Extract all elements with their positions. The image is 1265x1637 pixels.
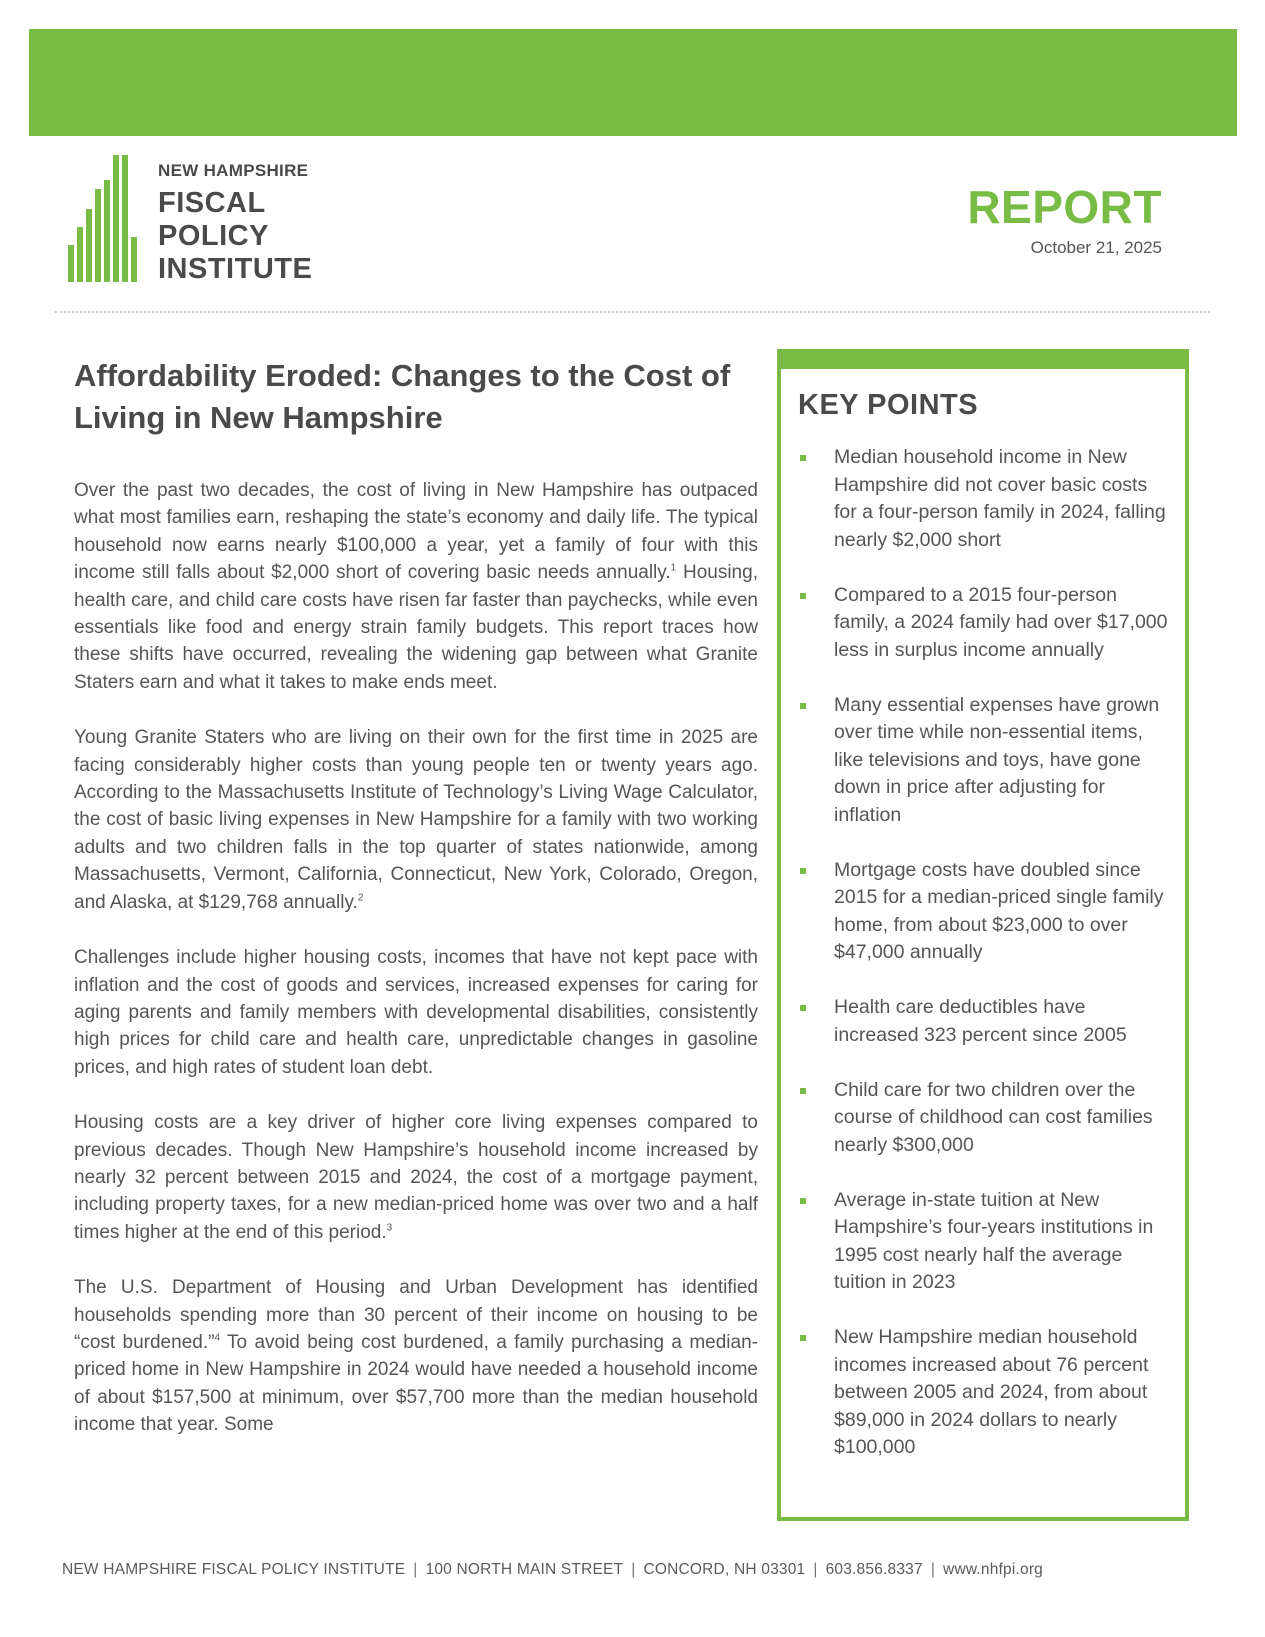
square-bullet-icon: [800, 1198, 806, 1204]
footer-phone[interactable]: 603.856.8337: [825, 1561, 923, 1578]
square-bullet-icon: [800, 593, 806, 599]
square-bullet-icon: [800, 703, 806, 709]
header-divider: [55, 311, 1210, 313]
footer-website-link[interactable]: www.nhfpi.org: [943, 1561, 1043, 1578]
footnote-ref[interactable]: 3: [386, 1222, 393, 1234]
paragraph-text: The U.S. Department of Housing and Urban Development has identified households spending more than 30 percent of their income on housing to be “cost burdened.”: [74, 1277, 758, 1353]
key-points-box: [777, 349, 1189, 1521]
footer-org: NEW HAMPSHIRE FISCAL POLICY INSTITUTE: [62, 1561, 406, 1578]
key-point-text: Child care for two children over the course of childhood can cost families nearly $300,000: [834, 1078, 1153, 1156]
square-bullet-icon: [800, 1005, 806, 1011]
key-point-item: [798, 994, 1173, 1049]
footer-separator: |: [631, 1561, 636, 1578]
key-point-text: Mortgage costs have doubled since 2015 for a median-priced single family home, from about $23,000 to over $47,000 annually: [834, 858, 1164, 963]
logo-line-new-hampshire: NEW HAMPSHIRE: [158, 161, 309, 180]
nhfpi-logo: [68, 155, 338, 285]
key-point-item: [798, 1187, 1173, 1297]
footnote-ref[interactable]: 2: [357, 892, 364, 904]
header-color-band: [29, 29, 1237, 136]
key-points-list: [781, 444, 1185, 1462]
key-point-item: [798, 692, 1173, 830]
key-point-item: [798, 1324, 1173, 1462]
key-point-item: [798, 857, 1173, 967]
report-date: October 21, 2025: [1030, 238, 1162, 257]
key-point-item: [798, 444, 1173, 554]
footer-separator: |: [930, 1561, 936, 1578]
footnote-ref[interactable]: 1: [670, 562, 677, 574]
main-column: [74, 355, 758, 1467]
logo-bar: [113, 155, 119, 282]
key-point-text: Compared to a 2015 four-person family, a 2024 family had over $17,000 less in surplus income annually: [834, 583, 1168, 661]
body-paragraph: [74, 944, 758, 1081]
logo-bar: [68, 245, 74, 282]
logo-line-institute: INSTITUTE: [158, 253, 313, 285]
square-bullet-icon: [800, 868, 806, 874]
footnote-ref[interactable]: 4: [214, 1332, 220, 1344]
paragraph-text: Young Granite Staters who are living on their own for the first time in 2025 are facing considerably higher costs than young people ten or twenty years ago. According to the Massachusetts Institute of Technology’s Living Wage Calculator, the cost of basic living expenses in New Hampshire for a family with two working adults and two children falls in the top quarter of states nationwide, among Massachusetts, Vermont, California, Connecticut, New York, Colorado, Oregon, and Alaska, at $129,768 annually.: [74, 727, 758, 913]
square-bullet-icon: [800, 1335, 806, 1341]
key-point-item: [798, 582, 1173, 665]
key-points-title: KEY POINTS: [798, 389, 979, 421]
footer-separator: |: [813, 1561, 818, 1578]
paragraph-text: Housing, health care, and child care costs have risen far faster than paychecks, while even essentials like food and energy strain family budgets. This report traces how these shifts have occurred, revealing the widening gap between what Granite Staters earn and what it takes to make ends meet.: [74, 562, 758, 693]
paragraph-text: To avoid being cost burdened, a family purchasing a median-priced home in New Hampshire in 2024 would have needed a household income of about $157,500 at minimum, over $57,700 more than the median household income that year. Some: [74, 1331, 758, 1436]
logo-bar: [131, 237, 137, 282]
paragraph-text: Challenges include higher housing costs, incomes that have not kept pace with inflation and the cost of goods and services, increased expenses for caring for aging parents and family members with developmental disabilities, consistently high prices for child care and health care, unpredictable changes in gasoline prices, and high rates of student loan debt.: [74, 947, 758, 1078]
logo-bar: [122, 155, 128, 282]
square-bullet-icon: [800, 455, 806, 461]
report-label: REPORT: [967, 181, 1162, 233]
key-point-text: Average in-state tuition at New Hampshire’s four-years institutions in 1995 cost nearly half the average tuition in 2023: [834, 1188, 1154, 1293]
footer-address: 100 NORTH MAIN STREET: [425, 1561, 624, 1578]
logo-wordmark: [158, 161, 312, 286]
key-point-text: Many essential expenses have grown over time while non-essential items, like televisions and toys, have gone down in price after adjusting for inflation: [834, 693, 1160, 826]
body-paragraph: [74, 477, 758, 696]
body-paragraph: [74, 1109, 758, 1246]
logo-line-policy: POLICY: [158, 220, 269, 252]
body-paragraph: [74, 724, 758, 916]
key-point-text: Health care deductibles have increased 323 percent since 2005: [834, 996, 1127, 1046]
logo-bar: [95, 189, 101, 282]
page-title: Affordability Eroded: Changes to the Cost of Living in New Hampshire: [74, 358, 731, 435]
page-footer: [62, 1561, 1202, 1579]
logo-bar: [77, 227, 83, 282]
logo-line-fiscal: FISCAL: [158, 187, 266, 219]
bar-chart-logo-icon: [68, 155, 140, 282]
footer-separator: |: [413, 1561, 418, 1578]
key-point-item: [798, 1077, 1173, 1160]
body-paragraph: [74, 1274, 758, 1438]
square-bullet-icon: [800, 1088, 806, 1094]
paragraph-text: Housing costs are a key driver of higher core living expenses compared to previous decades. Though New Hampshire’s household income increased by nearly 32 percent between 2015 and 2024, the cost of a mortgage payment, including property taxes, for a new median-priced home was over two and a half times higher at the end of this period.: [74, 1112, 758, 1243]
key-point-text: New Hampshire median household incomes increased about 76 percent between 2005 and 2024, from about $89,000 in 2024 dollars to nearly $100,000: [834, 1326, 1149, 1458]
footer-city: CONCORD, NH 03301: [643, 1561, 806, 1578]
paragraph-text: Over the past two decades, the cost of living in New Hampshire has outpaced what most families earn, reshaping the state’s economy and daily life. The typical household now earns nearly $100,000 a year, yet a family of four with this income still falls about $2,000 short of covering basic needs annually.: [74, 480, 758, 584]
logo-bar: [86, 209, 92, 282]
logo-bar: [104, 180, 110, 282]
key-point-text: Median household income in New Hampshire did not cover basic costs for a four-person family in 2024, falling nearly $2,000 short: [834, 446, 1166, 551]
